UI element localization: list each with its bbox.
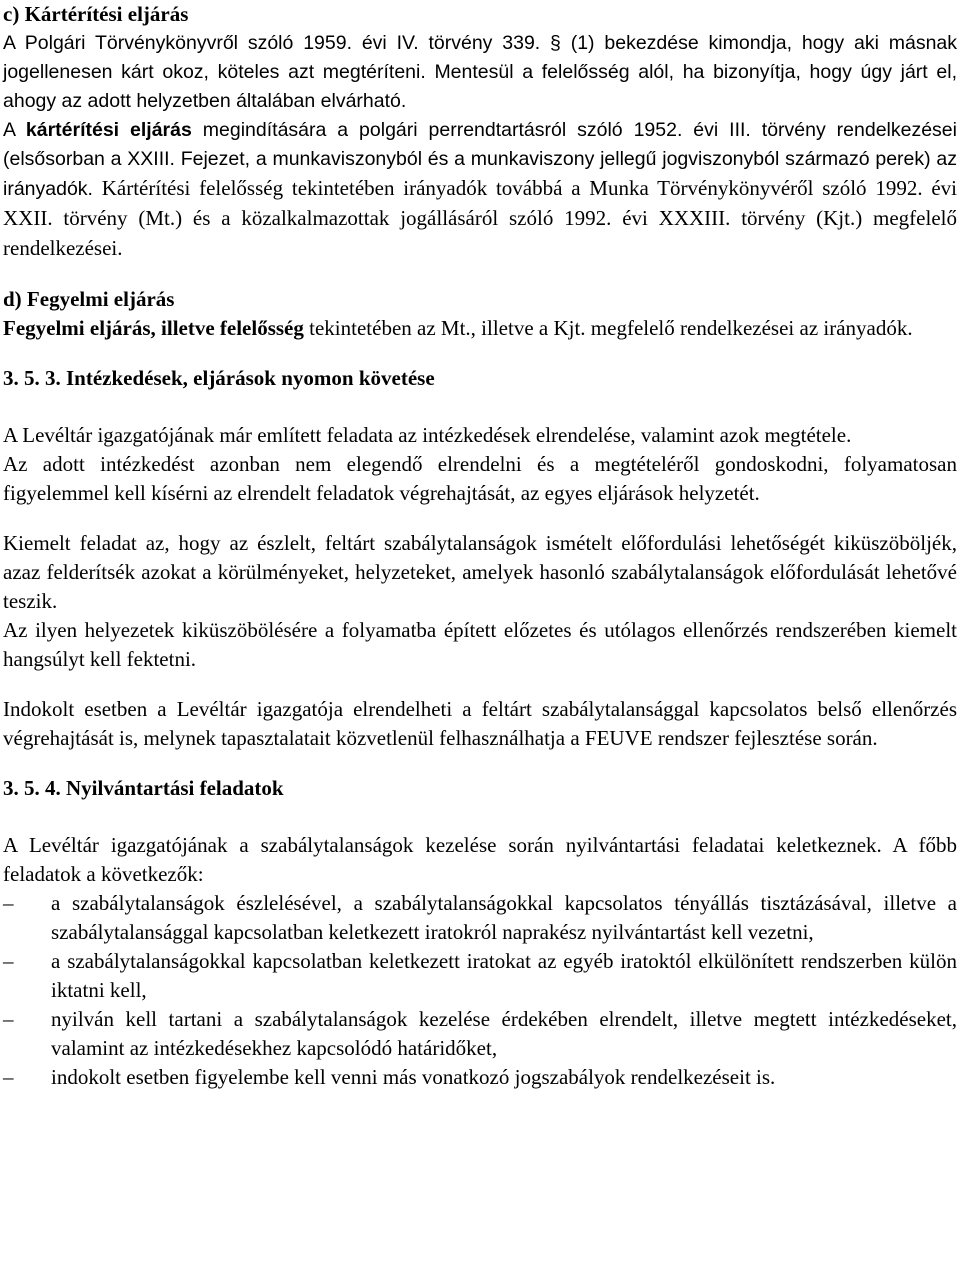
- spacer: [3, 674, 957, 695]
- section-353-paragraph-4: Az ilyen helyezetek kiküszöbölésére a folyamatba épített előzetes és utólagos ellenőrzés rendszerében kiemelt hangsúlyt kell fektetni.: [3, 618, 957, 671]
- list-item-text: a szabálytalanságokkal kapcsolatban keletkezett iratokat az egyéb iratoktól elkülönített rendszerben külön iktatni kell,: [51, 949, 957, 1002]
- section-353-paragraph-5: Indokolt esetben a Levéltár igazgatója elrendelheti a feltárt szabálytalansággal kapcsolatos belső ellenőrzés végrehajtását is, melynek tapasztalatait közvetlenül felhasználhatja a FEUVE rendszer fejlesztése során.: [3, 697, 957, 750]
- section-c-heading: c) Kártérítési eljárás: [3, 2, 189, 26]
- section-354-number: 3. 5. 4.: [3, 776, 66, 800]
- section-d-heading: d) Fegyelmi eljárás: [3, 287, 175, 311]
- spacer: [3, 393, 957, 421]
- list-item: [3, 1005, 957, 1063]
- list-item: [3, 1063, 957, 1092]
- section-353-number: 3. 5. 3.: [3, 366, 66, 390]
- section-d-rest: tekintetében az Mt., illetve a Kjt. megfelelő rendelkezései az irányadók.: [303, 316, 913, 340]
- section-353-title: Intézkedések, eljárások nyomon követése: [66, 366, 435, 390]
- section-d-paragraph: [3, 314, 957, 343]
- dash-bullet: –: [3, 891, 14, 915]
- section-c-p2-tail: Kártérítési felelősség tekintetében irányadók továbbá a Munka Törvénykönyvéről szóló 1992. évi XXII. törvény (Mt.) és a közalkalmazottak jogállásáról szóló 1992. évi XXXIII. törvény (Kjt.) megfelelő rendelkezései.: [3, 176, 957, 260]
- spacer: [3, 508, 957, 529]
- list-item: [3, 947, 957, 1005]
- list-item-text: nyilván kell tartani a szabálytalanságok kezelése érdekében elrendelt, illetve megtett intézkedéseket, valamint az intézkedésekhez kapcsolódó határidőket,: [51, 1007, 957, 1060]
- spacer: [3, 343, 957, 364]
- list-item-text: indokolt esetben figyelembe kell venni más vonatkozó jogszabályok rendelkezéseit is.: [51, 1065, 776, 1089]
- section-c-p1-line1: A Polgári Törvénykönyvről szóló 1959. évi IV. törvény 339. § (1) bekezdése kimondja, hogy: [3, 32, 845, 54]
- section-353-paragraph-1: A Levéltár igazgatójának már említett feladata az intézkedések elrendelése, valamint azok megtétele.: [3, 423, 852, 447]
- dash-bullet: –: [3, 1007, 14, 1031]
- section-c-paragraph-1: [3, 29, 957, 116]
- list-item: [3, 889, 957, 947]
- section-354-list: [3, 889, 957, 1092]
- spacer: [3, 803, 957, 831]
- section-353-heading: [3, 364, 957, 393]
- spacer: [3, 753, 957, 774]
- dash-bullet: –: [3, 949, 14, 973]
- section-354-intro: A Levéltár igazgatójának a szabálytalanságok kezelése során nyilvántartási feladatai keletkeznek. A főbb feladatok a következők:: [3, 833, 957, 886]
- section-c-p2-pre: A: [3, 119, 26, 141]
- section-353-paragraph-2: Az adott intézkedést azonban nem elegendő elrendelni és a megtételéről gondoskodni, folyamatosan figyelemmel kell kísérni az elrendelt feladatok végrehajtását, az egyes eljárások helyzetét.: [3, 452, 957, 505]
- section-c-p1-line2: aki másnak jogellenesen kárt okoz, köteles azt megtéríteni. Mentesül a felelősség alól, ha: [3, 32, 958, 83]
- section-354-heading: [3, 774, 957, 803]
- dash-bullet: –: [3, 1065, 14, 1089]
- section-353-paragraph-3: Kiemelt feladat az, hogy az észlelt, feltárt szabálytalanságok ismételt előfordulási lehetőségét kiküszöböljék, azaz felderítsék azokat a körülményeket, helyzeteket, amelyek hasonló szabálytalanságok előfordulását lehetővé teszik.: [3, 531, 957, 613]
- section-c-p1-line3: bizonyítja, hogy úgy járt el, ahogy az adott helyzetben általában elvárható.: [3, 61, 957, 112]
- section-d-bold: Fegyelmi eljárás, illetve felelősség: [3, 316, 304, 340]
- list-item-text: a szabálytalanságok észlelésével, a szabálytalanságokkal kapcsolatos tényállás tisztázásával, illetve a szabálytalansággal kapcsolatban keletkezett iratokról naprakész nyilvántartást kell vezetni,: [51, 891, 957, 944]
- section-354-title: Nyilvántartási feladatok: [66, 776, 284, 800]
- section-c-p2-rest: megindítására a polgári perrendtartásról szóló 1952. évi III. törvény rendelkezései (elsősorban a XXIII. Fejezet, a munkaviszonyból és a munkaviszony jellegű jogviszonyból származó perek) az irányadók.: [3, 119, 957, 200]
- spacer: [3, 264, 957, 285]
- section-c-paragraph-2: [3, 116, 957, 264]
- section-c-p2-bold: kártérítési eljárás: [25, 119, 192, 141]
